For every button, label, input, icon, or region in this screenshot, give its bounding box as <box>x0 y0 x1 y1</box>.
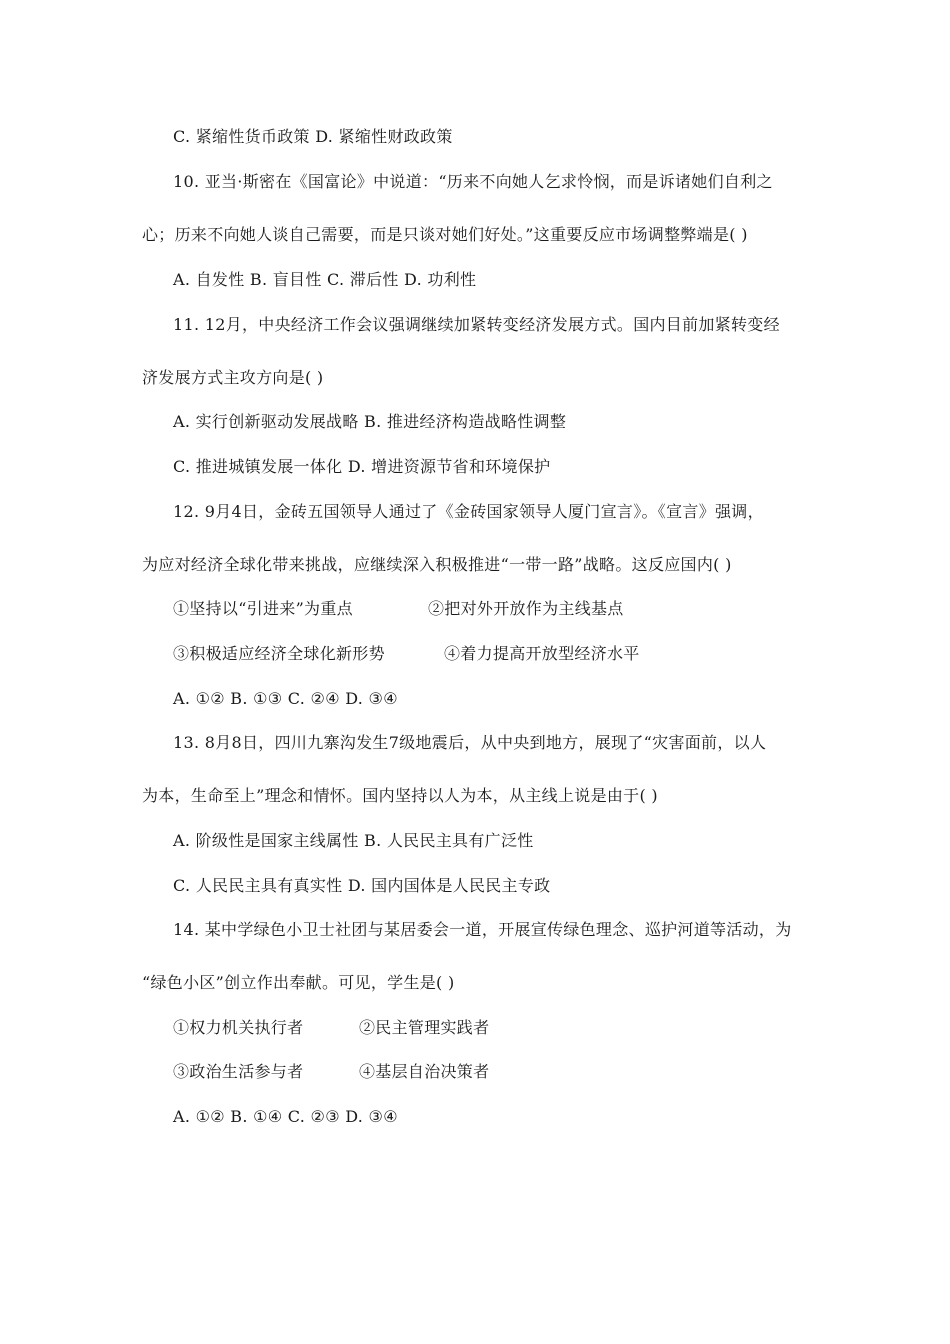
q11-options-cd: C. 推进城镇发展一体化 D. 增进资源节省和环境保护 <box>173 457 551 476</box>
q14-statement-1: ①权力机关执行者 <box>173 1018 304 1037</box>
q14-stem-line-1: 14. 某中学绿色小卫士社团与某居委会一道，开展宣传绿色理念、巡护河道等活动，为 <box>173 920 792 939</box>
q14-options: A. ①② B. ①④ C. ②③ D. ③④ <box>173 1107 398 1126</box>
q10-stem-line-2: 心；历来不向她人谈自己需要，而是只谈对她们好处。”这重要反应市场调整弊端是( ) <box>142 225 748 244</box>
q11-options-ab: A. 实行创新驱动发展战略 B. 推进经济构造战略性调整 <box>173 412 567 431</box>
q13-options-cd: C. 人民民主具有真实性 D. 国内国体是人民民主专政 <box>173 876 551 895</box>
q10-stem-line-1: 10. 亚当·斯密在《国富论》中说道：“历来不向她人乞求怜悯，而是诉诸她们自利之 <box>173 172 773 191</box>
q10-options: A. 自发性 B. 盲目性 C. 滞后性 D. 功利性 <box>173 270 477 289</box>
q12-statement-4: ④着力提高开放型经济水平 <box>444 644 640 663</box>
q12-statement-3: ③积极适应经济全球化新形势 <box>173 644 385 663</box>
q13-stem-line-2: 为本，生命至上”理念和情怀。国内坚持以人为本，从主线上说是由于( ) <box>142 786 658 805</box>
q12-stem-line-1: 12. 9月4日，金砖五国领导人通过了《金砖国家领导人厦门宣言》。《宣言》强调， <box>173 502 764 521</box>
q11-stem-line-2: 济发展方式主攻方向是( ) <box>142 368 324 387</box>
q12-statement-1: ①坚持以“引进来”为重点 <box>173 599 353 618</box>
q12-options: A. ①② B. ①③ C. ②④ D. ③④ <box>173 689 398 708</box>
q12-stem-line-2: 为应对经济全球化带来挑战，应继续深入积极推进“一带一路”战略。这反应国内( ) <box>142 555 732 574</box>
q9-options-cd: C. 紧缩性货币政策 D. 紧缩性财政政策 <box>173 127 453 146</box>
q14-statement-3: ③政治生活参与者 <box>173 1062 304 1081</box>
q13-options-ab: A. 阶级性是国家主线属性 B. 人民民主具有广泛性 <box>173 831 534 850</box>
q14-statement-2: ②民主管理实践者 <box>359 1018 490 1037</box>
q13-stem-line-1: 13. 8月8日，四川九寨沟发生7级地震后，从中央到地方，展现了“灾害面前，以人 <box>173 733 767 752</box>
q12-statement-2: ②把对外开放作为主线基点 <box>428 599 624 618</box>
q14-statement-4: ④基层自治决策者 <box>359 1062 490 1081</box>
q11-stem-line-1: 11. 12月，中央经济工作会议强调继续加紧转变经济发展方式。国内目前加紧转变经 <box>173 315 780 334</box>
q14-stem-line-2: “绿色小区”创立作出奉献。可见，学生是( ) <box>142 973 455 992</box>
